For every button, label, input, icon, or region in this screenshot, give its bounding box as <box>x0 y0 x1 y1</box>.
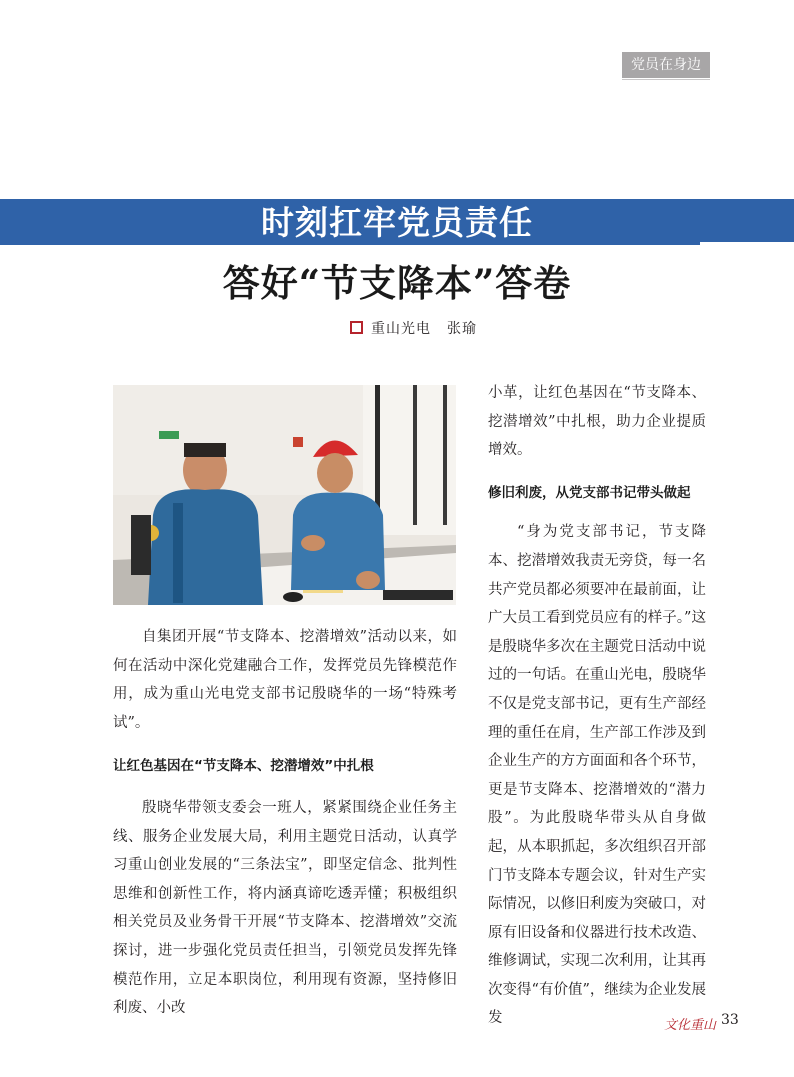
article-right-column <box>488 379 706 1033</box>
section-heading-2: 修旧利废，从党支部书记带头做起 <box>488 484 691 501</box>
section-heading-1: 让红色基因在“节支降本、挖潜增效”中扎根 <box>113 758 374 775</box>
magazine-logo: 文化重山 <box>664 1018 717 1033</box>
body-paragraph-1: 殷晓华带领支委会一班人，紧紧围绕企业任务主线、服务企业发展大局，利用主题党日活动，认真学习重山创业发展的“三条法宝”，即坚定信念、批判性思维和创新性工作，将内涵真谛吃透弄懂；积极组织相关党员及业务骨干开展“节支降本、挖潜增效”交流探讨，进一步强化党员责任担当，引领党员发挥先锋模范作用，立足本职岗位，利用现有资源，坚持修旧利废、小改 <box>113 799 457 1017</box>
title-line-1: 时刻扛牢党员责任 <box>261 203 533 242</box>
body-paragraph-1-continued: 小革，让红色基因在“节支降本、挖潜增效”中扎根，助力企业提质增效。 <box>488 385 706 459</box>
byline <box>350 319 477 339</box>
photo-illustration <box>113 385 456 605</box>
byline-author: 张瑜 <box>447 321 477 337</box>
byline-org: 重山光电 <box>371 321 431 337</box>
article-photo <box>113 385 456 605</box>
section-tag: 党员在身边 <box>622 52 710 78</box>
title-line-2: 答好“节支降本”答卷 <box>222 261 572 305</box>
intro-paragraph: 自集团开展“节支降本、挖潜增效”活动以来，如何在活动中深化党建融合工作，发挥党员先锋模范作用，成为重山光电党支部书记殷晓华的一场“特殊考试”。 <box>113 629 457 731</box>
page-number: 33 <box>721 1012 739 1028</box>
section-tag-rule <box>622 79 710 80</box>
article-left-column <box>113 623 457 1023</box>
byline-square-icon <box>350 321 363 334</box>
body-paragraph-2: “身为党支部书记，节支降本、挖潜增效我责无旁贷，每一名共产党员都必须要冲在最前面，让广大员工看到党员应有的样子。”这是殷晓华多次在主题党日活动中说过的一句话。在重山光电，殷晓华不仅是党支部书记，更有生产部经理的重任在肩，生产部工作涉及到企业生产的方方面面和各个环节，更是节支降本、挖潜增效的“潜力股”。为此殷晓华带头从自身做起，从本职抓起，多次组织召开部门节支降本专题会议，针对生产实际情况，以修旧利废为突破口，对原有旧设备和仪器进行技术改造、维修调试，实现二次利用，让其再次变得“有价值”，继续为企业发展发 <box>488 524 706 1027</box>
